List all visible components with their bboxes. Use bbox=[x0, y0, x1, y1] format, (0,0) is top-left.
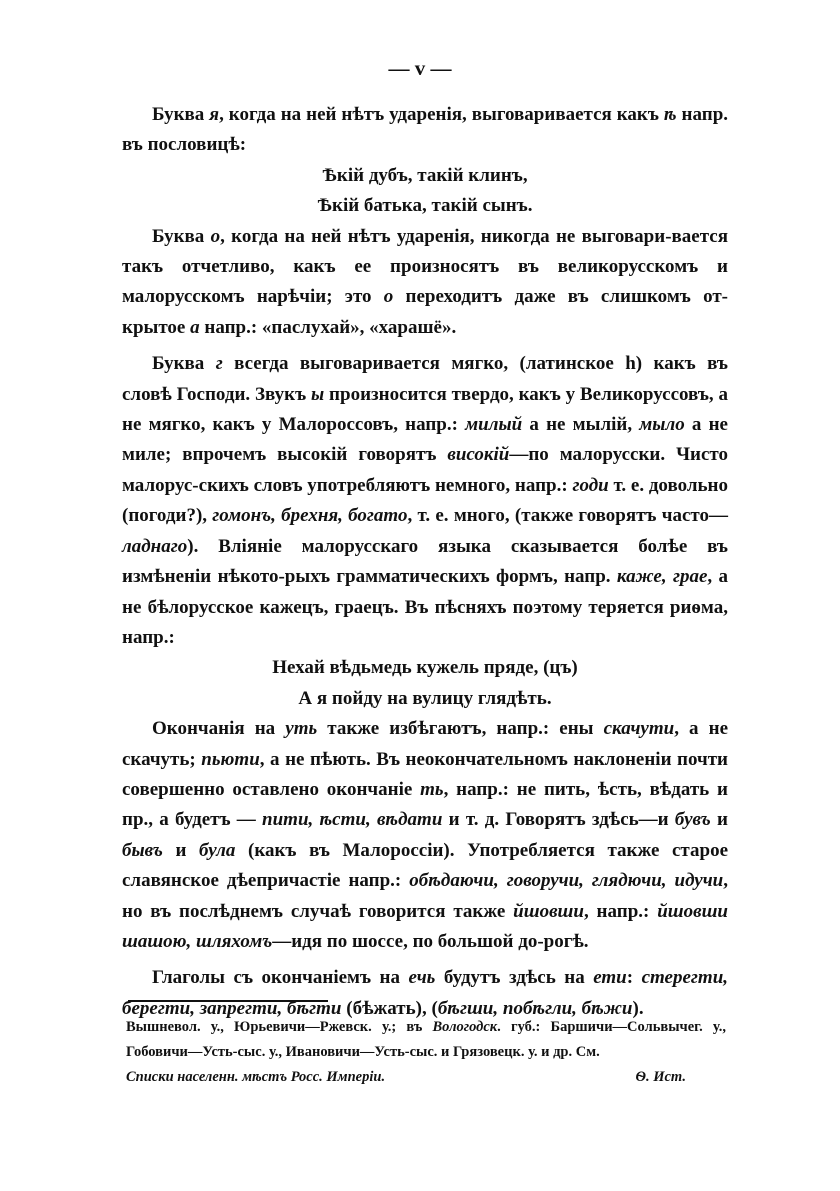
footnote-source: Списки населенн. мѣстъ Росс. Имперіи. bbox=[126, 1069, 386, 1085]
verse-line: Ѣкій дубъ, такій клинъ, bbox=[322, 164, 528, 186]
paragraph-4: Окончанія на уть также избѣгаютъ, напр.: ены скачути, а не скачуть; пьюти, а не пѣють. Въ неокончательномъ наклоненіи почти совершенно оставлено окончаніе ть, напр.: не пить, ѣсть, вѣдать и пр., а будетъ — пити, ѣсти, вѣдати и т. д. Говорятъ здѣсь—и бувъ и бывъ и була (какъ въ Малороссіи). Употребляется также старое славянское дѣепричастіе напр.: обѣдаючи, говоручи, глядючи, идучи, но въ послѣднемъ случаѣ говорится также йшовши, напр.: йшовши шашою, шляхомъ—идя по шоссе, по большой до-рогѣ. bbox=[122, 718, 729, 952]
paragraph-2: Буква о, когда на ней нѣтъ ударенія, никогда не выговари-вается такъ отчетливо, какъ ее произносятъ въ великорусскомъ и малорусскомъ нарѣчіи; это о переходитъ даже въ слишкомъ от-крытое а напр.: «паслухай», «харашё». bbox=[122, 225, 728, 338]
paragraph-3: Буква г всегда выговаривается мягко, (латинское h) какъ въ словѣ Господи. Звукъ ы произносится твердо, какъ у Великоруссовъ, а не мягко, какъ у Малороссовъ, напр.: милый а не мылій, мыло а не миле; впрочемъ высокій говорятъ високій—по малорусски. Чисто малорус-скихъ словъ употребляютъ немного, напр.: годи т. е. довольно (погоди?), гомонъ, брехня, богато, т. е. много, (также говорятъ часто—ладнаго). Вліяніе малорусскаго языка сказывается болѣе въ измѣненіи нѣкото-рыхъ грамматическихъ формъ, напр. каже, грае, а не бѣлорусское кажецъ, граецъ. Въ пѣсняхъ поэтому теряется риѳма, напр.: bbox=[122, 353, 728, 648]
page-number: — v — bbox=[388, 56, 452, 80]
footnote-text: Вышневол. у., Юрьевичи—Ржевск. у.; въ Вологодск. губ.: Баршичи—Сольвычег. у., Гобовичи—Усть-сыс. у., Ивановичи—Усть-сыс. и Грязовецк. у. и др. См. bbox=[126, 1019, 726, 1060]
paragraph-5: Глаголы съ окончаніемъ на ечь будутъ здѣсь на ети: стерегти, берегти, запрегти, бѣгти (бѣжать), (бѣгши, побѣгли, бѣжи). bbox=[122, 967, 729, 1019]
paragraph-1: Буква я, когда на ней нѣтъ ударенія, выговаривается какъ ѣ напр. въ пословицѣ: bbox=[122, 104, 729, 156]
verse-2 bbox=[122, 653, 728, 714]
verse-line: Ѣкій батька, такій сынъ. bbox=[317, 195, 533, 217]
footnote-signature: Ѳ. Ист. bbox=[635, 1069, 686, 1085]
footnote-rule bbox=[128, 1000, 328, 1002]
verse-1 bbox=[122, 161, 728, 222]
verse-line: А я пойду на вулицу глядѣть. bbox=[298, 687, 552, 709]
footnote bbox=[126, 1015, 726, 1090]
main-text bbox=[122, 100, 728, 1024]
verse-line: Нехай вѣдьмедь кужель пряде, (цъ) bbox=[272, 657, 578, 679]
